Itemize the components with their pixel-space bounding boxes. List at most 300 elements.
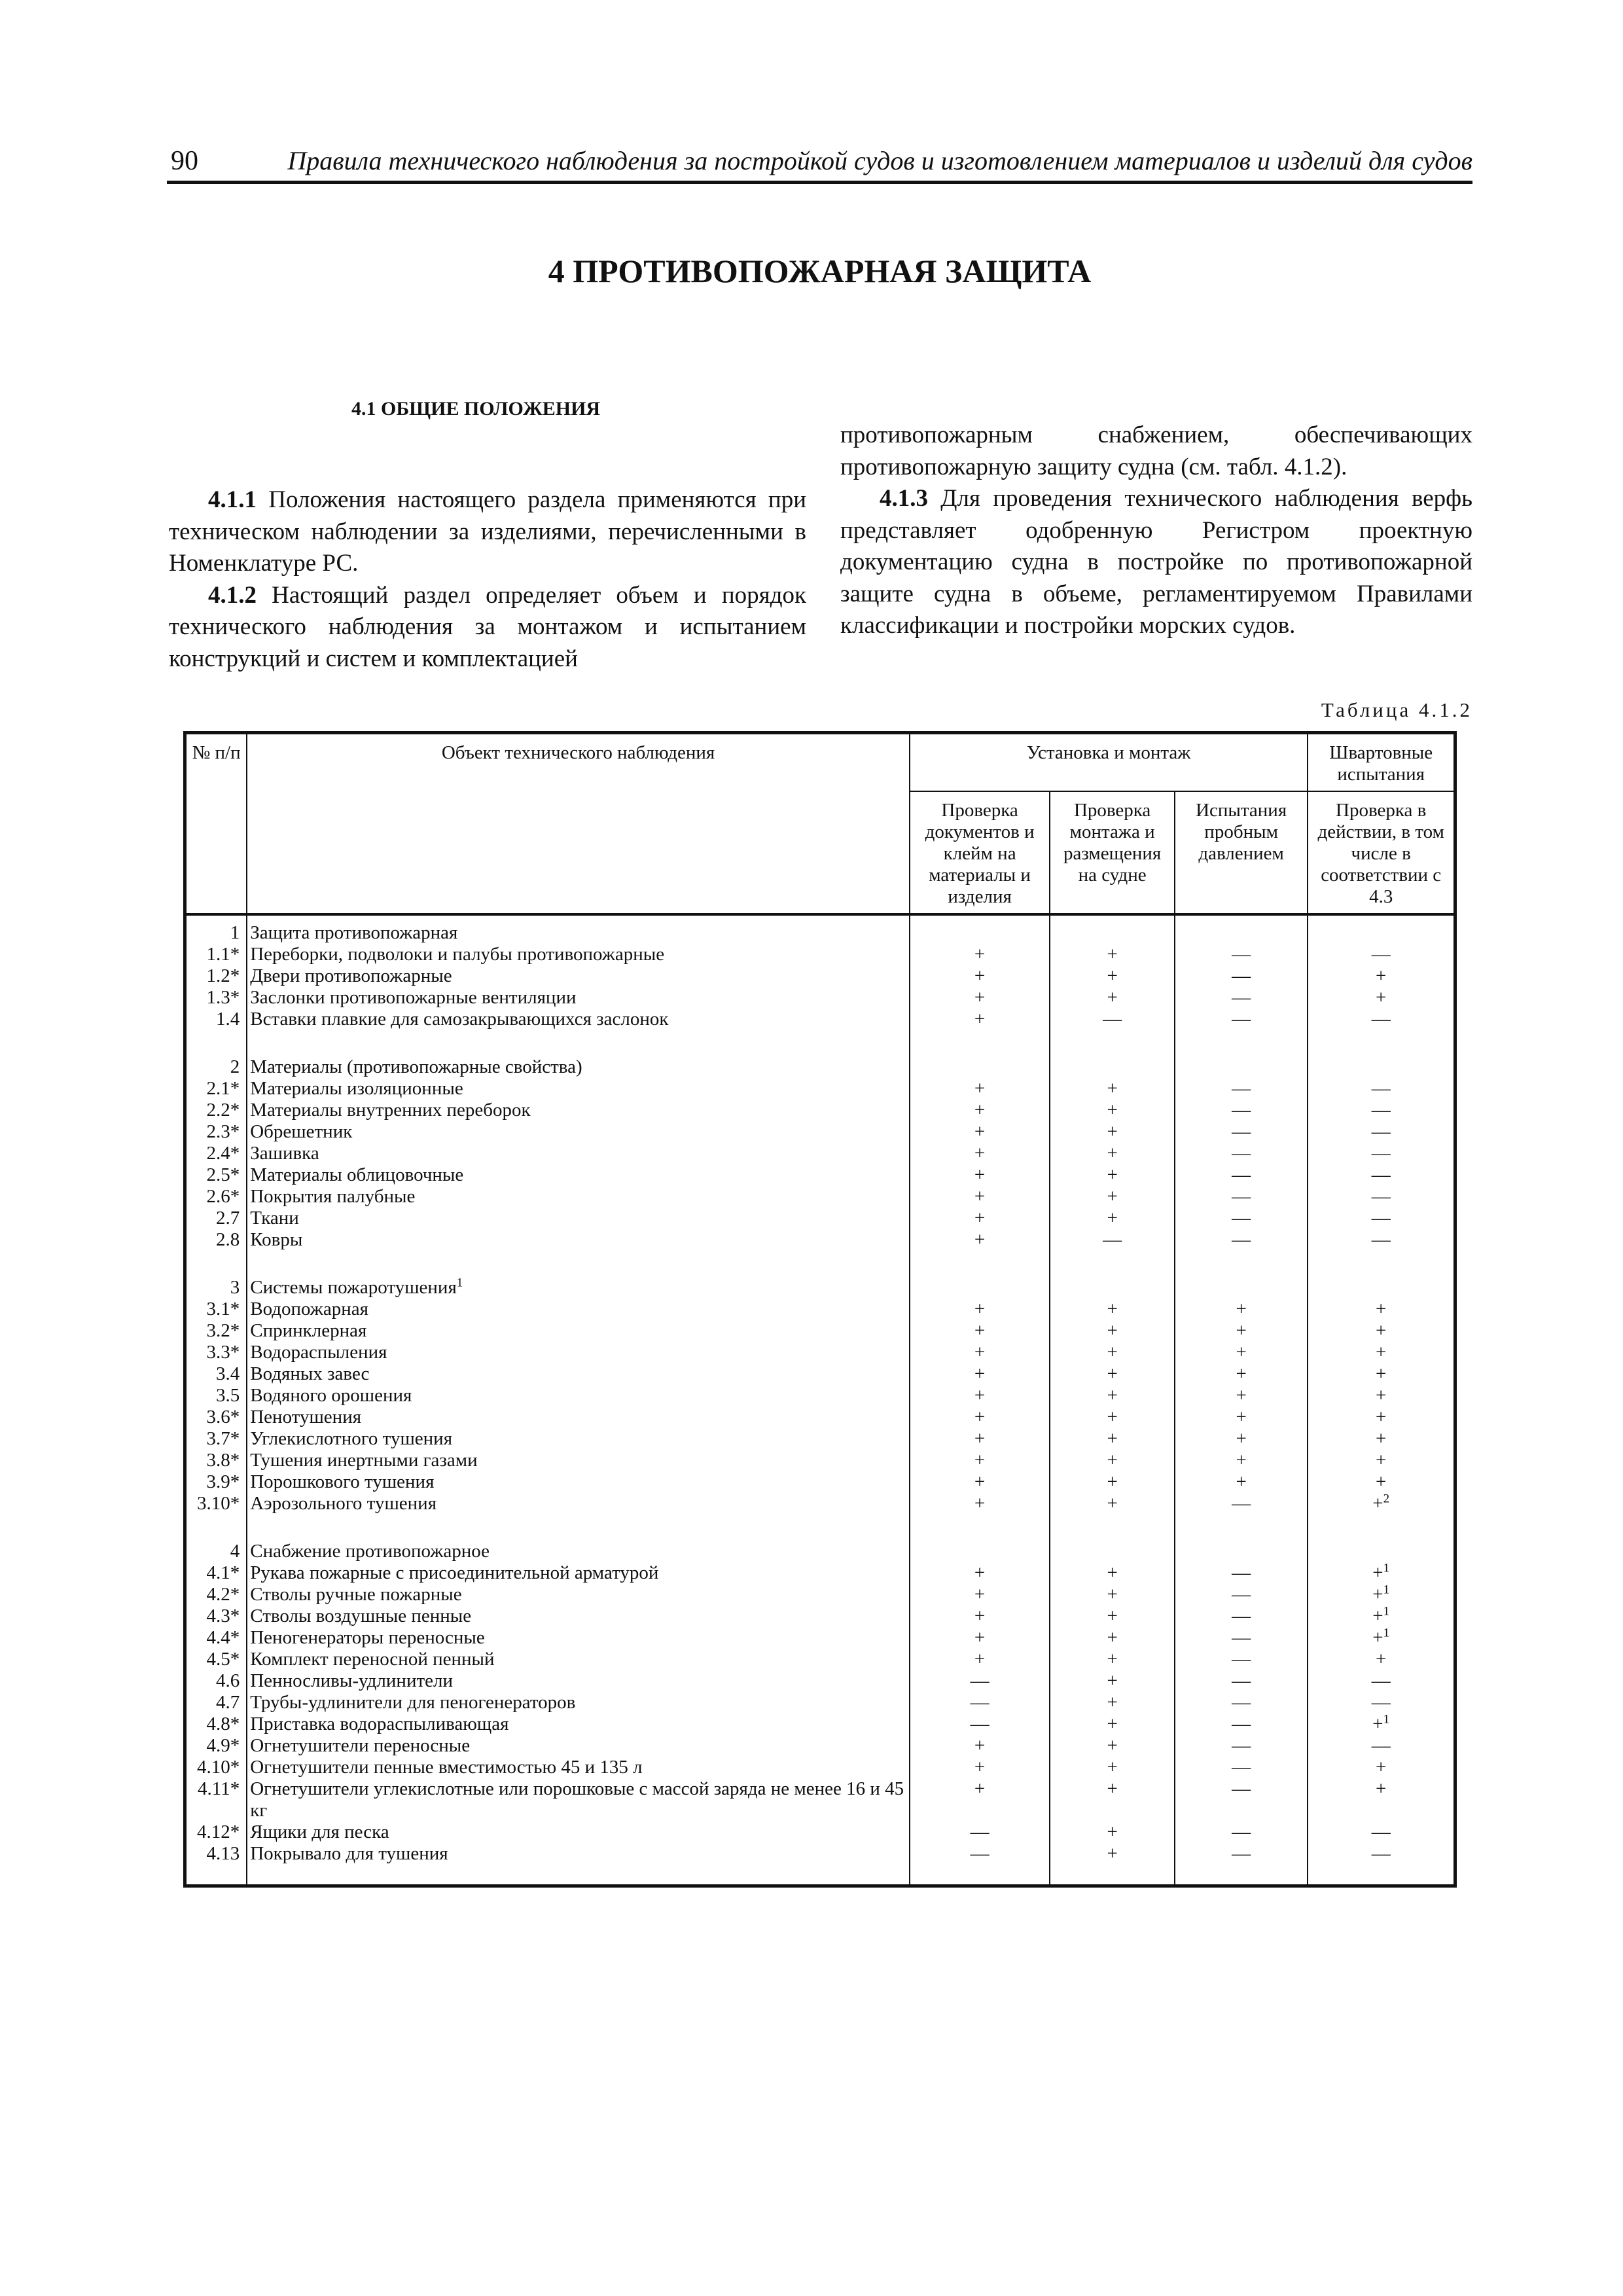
mark-value: +: [1236, 1342, 1247, 1363]
row-object-name: Пеногенераторы переносные: [250, 1627, 485, 1648]
mark-value: +: [1376, 1342, 1387, 1363]
paragraph-text: Настоящий раздел определяет объем и порядок технического наблюдения за монтажом и испытанием конструкций и систем и комплектацией: [169, 581, 806, 672]
row-mark: [1175, 914, 1308, 944]
mark-value: +: [1107, 1320, 1118, 1341]
row-mark: [1308, 1363, 1455, 1385]
table-row: [185, 1627, 1455, 1649]
footnote-mark: 1: [456, 1276, 463, 1290]
table-row: [185, 1821, 1455, 1843]
row-mark: [1308, 914, 1455, 944]
row-object: [247, 1450, 910, 1471]
row-object: [247, 1584, 910, 1605]
row-mark: [910, 1100, 1050, 1121]
mark-value: +: [1107, 1778, 1118, 1799]
mark-value: +: [1107, 1407, 1118, 1427]
row-mark: [1050, 1229, 1174, 1251]
row-object-name: Стволы воздушные пенные: [250, 1605, 472, 1626]
row-mark: [1175, 1121, 1308, 1143]
row-mark: [910, 1320, 1050, 1342]
row-mark: [1175, 1428, 1308, 1450]
row-number: 2.6*: [185, 1186, 247, 1208]
header-mooring-tests: Швартовные испытания: [1308, 733, 1455, 792]
mark-value: —: [1371, 1735, 1391, 1756]
row-mark: [910, 1821, 1050, 1843]
table-row: [185, 1649, 1455, 1670]
mark-value: —: [1232, 1843, 1251, 1864]
row-mark: [910, 1584, 1050, 1605]
paragraph-4-1-2-continued: противопожарным снабжением, обеспечивающих противопожарную защиту судна (см. табл. 4.1.2).: [840, 422, 1472, 480]
row-number: 3.1*: [185, 1299, 247, 1320]
row-mark: [1308, 1078, 1455, 1100]
row-number: 4.2*: [185, 1584, 247, 1605]
mark-value: —: [1232, 1713, 1251, 1734]
header-object: Объект технического наблюдения: [247, 733, 910, 915]
mark-value: +: [1107, 1605, 1118, 1626]
row-number: 4.12*: [185, 1821, 247, 1843]
row-mark: [1308, 1229, 1455, 1251]
row-number: 3.3*: [185, 1342, 247, 1363]
row-mark: [1308, 1735, 1455, 1757]
table-row: [185, 1251, 1455, 1299]
mark-value: —: [1232, 1121, 1251, 1142]
row-mark: [1308, 1320, 1455, 1342]
mark-value: +: [974, 1649, 986, 1670]
mark-value: —: [1232, 1757, 1251, 1778]
row-mark: [910, 1078, 1050, 1100]
row-mark: [910, 965, 1050, 987]
mark-value: —: [1232, 1143, 1251, 1164]
table-row: [185, 1121, 1455, 1143]
row-number: 2.8: [185, 1229, 247, 1251]
mark-value: —: [1371, 1164, 1391, 1185]
mark-value: +: [974, 1385, 986, 1406]
mark-value: +: [974, 1450, 986, 1471]
row-object-name: Ящики для песка: [250, 1821, 389, 1842]
mark-value: +: [974, 1428, 986, 1449]
row-object: [247, 1299, 910, 1320]
row-mark: [1175, 1450, 1308, 1471]
row-object-name: Материалы изоляционные: [250, 1078, 463, 1099]
mark-value: +: [974, 1493, 986, 1514]
table-row: [185, 1713, 1455, 1735]
row-mark: [910, 1649, 1050, 1670]
row-mark: [1175, 1030, 1308, 1078]
row-mark: [1050, 1251, 1174, 1299]
mark-value: +: [1107, 1143, 1118, 1164]
mark-value: +: [1107, 1692, 1118, 1713]
row-object: [247, 1562, 910, 1584]
row-object: [247, 1121, 910, 1143]
table-row: [185, 1078, 1455, 1100]
row-mark: [1050, 1627, 1174, 1649]
row-mark: [1050, 1078, 1174, 1100]
mark-value: —: [1371, 1692, 1391, 1713]
row-mark: [1308, 1164, 1455, 1186]
row-mark: [1308, 1692, 1455, 1713]
row-mark: [1308, 1757, 1455, 1778]
mark-value: +: [1107, 1471, 1118, 1492]
row-mark: [910, 1121, 1050, 1143]
table-row: [185, 1385, 1455, 1407]
table-row: [185, 1342, 1455, 1363]
row-mark: [1050, 1208, 1174, 1229]
row-number: 2.4*: [185, 1143, 247, 1164]
paragraph-number: 4.1.1: [208, 486, 257, 513]
row-object: [247, 1471, 910, 1493]
row-mark: [910, 1407, 1050, 1428]
row-object: [247, 1100, 910, 1121]
header-installation: Установка и монтаж: [910, 733, 1308, 792]
row-number: 1.3*: [185, 987, 247, 1009]
row-number: 3.9*: [185, 1471, 247, 1493]
row-mark: [1308, 1821, 1455, 1843]
mark-value: +: [1107, 1450, 1118, 1471]
row-object-name: Аэрозольного тушения: [250, 1493, 437, 1514]
row-mark: [1308, 1713, 1455, 1735]
row-object-name: Трубы-удлинители для пеногенераторов: [250, 1692, 576, 1713]
row-object-name: Ткани: [250, 1208, 299, 1229]
row-object-name: Зашивка: [250, 1143, 319, 1164]
row-mark: [1308, 1471, 1455, 1493]
mark-value: —: [1371, 1143, 1391, 1164]
mark-value: +: [1107, 1493, 1118, 1514]
row-mark: [1308, 1100, 1455, 1121]
row-mark: [910, 1164, 1050, 1186]
mark-value: +: [1236, 1450, 1247, 1471]
mark-value: —: [1103, 1229, 1122, 1250]
table-row: [185, 1407, 1455, 1428]
row-mark: [1308, 1562, 1455, 1584]
row-object-name: Защита противопожарная: [250, 922, 458, 943]
mark-value: —: [1232, 1009, 1251, 1030]
paragraph-number: 4.1.2: [208, 581, 257, 609]
row-mark: [1308, 987, 1455, 1009]
row-mark: [1175, 1692, 1308, 1713]
row-mark: [910, 1605, 1050, 1627]
supervision-table: [183, 731, 1457, 1888]
row-object-name: Водораспыления: [250, 1342, 387, 1363]
mark-value: +: [974, 1320, 986, 1341]
mark-value: —: [1232, 1649, 1251, 1670]
row-object-name: Системы пожаротушения: [250, 1277, 457, 1298]
table-row: [185, 1450, 1455, 1471]
mark-value: +: [1107, 1208, 1118, 1229]
table-row: [185, 1670, 1455, 1692]
row-mark: [1175, 1843, 1308, 1886]
row-mark: [1175, 987, 1308, 1009]
row-object-name: Ковры: [250, 1229, 303, 1250]
row-mark: [910, 914, 1050, 944]
row-object: [247, 1493, 910, 1515]
row-mark: [910, 1030, 1050, 1078]
mark-value: —: [1232, 1778, 1251, 1799]
row-mark: [1308, 1584, 1455, 1605]
row-mark: [910, 1778, 1050, 1821]
row-mark: [910, 1299, 1050, 1320]
header-action-check: Проверка в действии, в том числе в соответствии с 4.3: [1308, 791, 1455, 914]
row-mark: [910, 1186, 1050, 1208]
row-number: 4.7: [185, 1692, 247, 1713]
row-mark: [910, 1229, 1050, 1251]
mark-value: +: [1107, 987, 1118, 1008]
mark-value: +: [1236, 1471, 1247, 1492]
row-mark: [1050, 1584, 1174, 1605]
row-mark: [1175, 1757, 1308, 1778]
row-mark: [1175, 1299, 1308, 1320]
table-caption: Таблица 4.1.2: [1321, 698, 1472, 721]
row-mark: [1050, 914, 1174, 944]
row-mark: [910, 1450, 1050, 1471]
row-object-name: Материалы облицовочные: [250, 1164, 464, 1185]
row-object-name: Вставки плавкие для самозакрывающихся заслонок: [250, 1009, 669, 1030]
row-number: 1.2*: [185, 965, 247, 987]
mark-value: —: [1232, 987, 1251, 1008]
mark-value: +: [1107, 1299, 1118, 1319]
table-row: [185, 1030, 1455, 1078]
row-mark: [1050, 1009, 1174, 1030]
mark-value: +: [1107, 1186, 1118, 1207]
row-object: [247, 1030, 910, 1078]
row-number: 4.1*: [185, 1562, 247, 1584]
mark-value: +: [1107, 1100, 1118, 1121]
page-number: 90: [171, 146, 198, 176]
mark-value: —: [1232, 1735, 1251, 1756]
row-mark: [1308, 1143, 1455, 1164]
row-mark: [1175, 944, 1308, 965]
row-mark: [1050, 1385, 1174, 1407]
row-mark: [1308, 1670, 1455, 1692]
row-mark: [1050, 1778, 1174, 1821]
row-number: 4.9*: [185, 1735, 247, 1757]
mark-value: +: [1372, 1713, 1383, 1734]
table-row: [185, 987, 1455, 1009]
row-mark: [1308, 944, 1455, 965]
row-mark: [1175, 1229, 1308, 1251]
row-mark: [1308, 1299, 1455, 1320]
row-mark: [1308, 1627, 1455, 1649]
row-object-name: Покрытия палубные: [250, 1186, 416, 1207]
row-mark: [1050, 1450, 1174, 1471]
mark-value: +: [1372, 1627, 1383, 1648]
table-row: [185, 1143, 1455, 1164]
table-body: [185, 914, 1455, 1886]
mark-value: —: [1232, 1078, 1251, 1099]
mark-value: +: [1107, 1735, 1118, 1756]
paragraph-text: Положения настоящего раздела применяются при техническом наблюдении за изделиями, перечисленными в Номенклатуре РС.: [169, 486, 806, 577]
row-mark: [910, 1562, 1050, 1584]
row-mark: [1308, 1121, 1455, 1143]
mark-value: —: [1232, 1821, 1251, 1842]
row-mark: [910, 1713, 1050, 1735]
row-mark: [1175, 1605, 1308, 1627]
mark-value: +: [1236, 1407, 1247, 1427]
row-object: [247, 1143, 910, 1164]
row-object: [247, 1735, 910, 1757]
mark-value: +: [974, 1757, 986, 1778]
row-mark: [1308, 1407, 1455, 1428]
row-number: 1.1*: [185, 944, 247, 965]
row-mark: [1175, 1735, 1308, 1757]
mark-value: +: [1376, 1778, 1387, 1799]
mark-value: +: [1376, 987, 1387, 1008]
section-title: 4.1 ОБЩИЕ ПОЛОЖЕНИЯ: [351, 398, 601, 420]
row-number: 3.7*: [185, 1428, 247, 1450]
row-mark: [1308, 1186, 1455, 1208]
row-object-name: Заслонки противопожарные вентиляции: [250, 987, 577, 1008]
mark-value: +: [1107, 1713, 1118, 1734]
row-mark: [910, 1757, 1050, 1778]
mark-value: +: [1372, 1605, 1383, 1626]
row-mark: [1050, 1407, 1174, 1428]
row-object: [247, 1164, 910, 1186]
row-mark: [1175, 1009, 1308, 1030]
row-mark: [1308, 1843, 1455, 1886]
mark-value: —: [1232, 1186, 1251, 1207]
mark-value: +: [1236, 1363, 1247, 1384]
header-num: № п/п: [185, 733, 247, 915]
mark-value: —: [1232, 1627, 1251, 1648]
row-object-name: Рукава пожарные с присоединительной арматурой: [250, 1562, 659, 1583]
row-number: 2.5*: [185, 1164, 247, 1186]
mark-value: +: [1107, 1821, 1118, 1842]
row-object: [247, 1251, 910, 1299]
row-mark: [910, 1385, 1050, 1407]
mark-value: +: [1372, 1584, 1383, 1605]
row-mark: [1175, 965, 1308, 987]
row-mark: [1308, 1251, 1455, 1299]
mark-value: —: [1371, 1821, 1391, 1842]
table-row: [185, 1208, 1455, 1229]
mark-value: —: [1232, 1584, 1251, 1605]
mark-value: —: [970, 1670, 990, 1691]
mark-value: +: [974, 1407, 986, 1427]
mark-value: —: [1371, 1670, 1391, 1691]
row-object-name: Покрывало для тушения: [250, 1843, 448, 1864]
row-mark: [910, 1428, 1050, 1450]
mark-value: —: [1371, 1186, 1391, 1207]
row-mark: [910, 1735, 1050, 1757]
row-mark: [1050, 1757, 1174, 1778]
mark-value: +: [1107, 1363, 1118, 1384]
row-mark: [910, 1493, 1050, 1515]
row-object-name: Пенносливы-удлинители: [250, 1670, 454, 1691]
table-row: [185, 1515, 1455, 1562]
row-mark: [1050, 1670, 1174, 1692]
mark-value: —: [1371, 1208, 1391, 1229]
mark-value: —: [1232, 1670, 1251, 1691]
row-number: 1.4: [185, 1009, 247, 1030]
row-mark: [1050, 965, 1174, 987]
table-row: [185, 1186, 1455, 1208]
mark-value: —: [970, 1713, 990, 1734]
footnote-mark: 1: [1383, 1626, 1390, 1640]
row-object: [247, 1229, 910, 1251]
row-object-name: Переборки, подволоки и палубы противопожарные: [250, 944, 665, 965]
mark-value: —: [1371, 1229, 1391, 1250]
mark-value: +: [974, 1584, 986, 1605]
mark-value: —: [1232, 1562, 1251, 1583]
row-number: 3: [185, 1251, 247, 1299]
row-mark: [1308, 1493, 1455, 1515]
row-mark: [1050, 1515, 1174, 1562]
mark-value: +: [974, 1735, 986, 1756]
row-object-name: Стволы ручные пожарные: [250, 1584, 462, 1605]
mark-value: +: [1107, 1757, 1118, 1778]
mark-value: —: [1371, 1078, 1391, 1099]
row-number: 3.6*: [185, 1407, 247, 1428]
mark-value: +: [1107, 1428, 1118, 1449]
row-mark: [1308, 965, 1455, 987]
table-row: [185, 1471, 1455, 1493]
mark-value: +: [1376, 1363, 1387, 1384]
mark-value: —: [1232, 1692, 1251, 1713]
row-mark: [910, 1670, 1050, 1692]
row-mark: [1050, 1100, 1174, 1121]
mark-value: +: [974, 1009, 986, 1030]
chapter-title: 4 ПРОТИВОПОЖАРНАЯ ЗАЩИТА: [548, 253, 1092, 289]
mark-value: —: [1232, 1493, 1251, 1514]
row-number: 4: [185, 1515, 247, 1562]
table-row: [185, 1605, 1455, 1627]
row-mark: [1175, 1385, 1308, 1407]
row-object: [247, 1649, 910, 1670]
row-object: [247, 1009, 910, 1030]
mark-value: +: [974, 1229, 986, 1250]
row-mark: [910, 1363, 1050, 1385]
row-mark: [910, 1009, 1050, 1030]
row-number: 2.1*: [185, 1078, 247, 1100]
row-mark: [1050, 1320, 1174, 1342]
mark-value: —: [1232, 1229, 1251, 1250]
mark-value: +: [974, 1471, 986, 1492]
row-number: 4.3*: [185, 1605, 247, 1627]
mark-value: —: [1371, 1100, 1391, 1121]
row-object-name: Двери противопожарные: [250, 965, 452, 986]
paragraph-4-1-2: [169, 580, 806, 675]
row-object: [247, 1692, 910, 1713]
row-mark: [1175, 1627, 1308, 1649]
mark-value: +: [1376, 1385, 1387, 1406]
mark-value: —: [1371, 1009, 1391, 1030]
row-mark: [1050, 1164, 1174, 1186]
row-mark: [1175, 1251, 1308, 1299]
row-object: [247, 1342, 910, 1363]
row-mark: [910, 987, 1050, 1009]
row-mark: [1175, 1078, 1308, 1100]
row-number: 2: [185, 1030, 247, 1078]
running-title: Правила технического наблюдения за постройкой судов и изготовлением материалов и изделий для судов: [287, 146, 1472, 175]
table-row: [185, 1778, 1455, 1821]
row-mark: [1175, 1562, 1308, 1584]
row-mark: [1308, 1649, 1455, 1670]
mark-value: +: [1376, 1299, 1387, 1319]
mark-value: +: [1372, 1562, 1383, 1583]
table-row: [185, 1100, 1455, 1121]
row-mark: [1050, 1649, 1174, 1670]
row-mark: [1175, 1584, 1308, 1605]
table-row: [185, 914, 1455, 944]
row-object: [247, 914, 910, 944]
mark-value: +: [974, 987, 986, 1008]
row-mark: [1050, 1363, 1174, 1385]
row-mark: [1050, 1471, 1174, 1493]
table-row: [185, 1735, 1455, 1757]
row-mark: [1050, 1821, 1174, 1843]
mark-value: +: [1372, 1493, 1383, 1514]
row-mark: [1308, 1030, 1455, 1078]
table-row: [185, 1428, 1455, 1450]
mark-value: +: [1376, 1428, 1387, 1449]
